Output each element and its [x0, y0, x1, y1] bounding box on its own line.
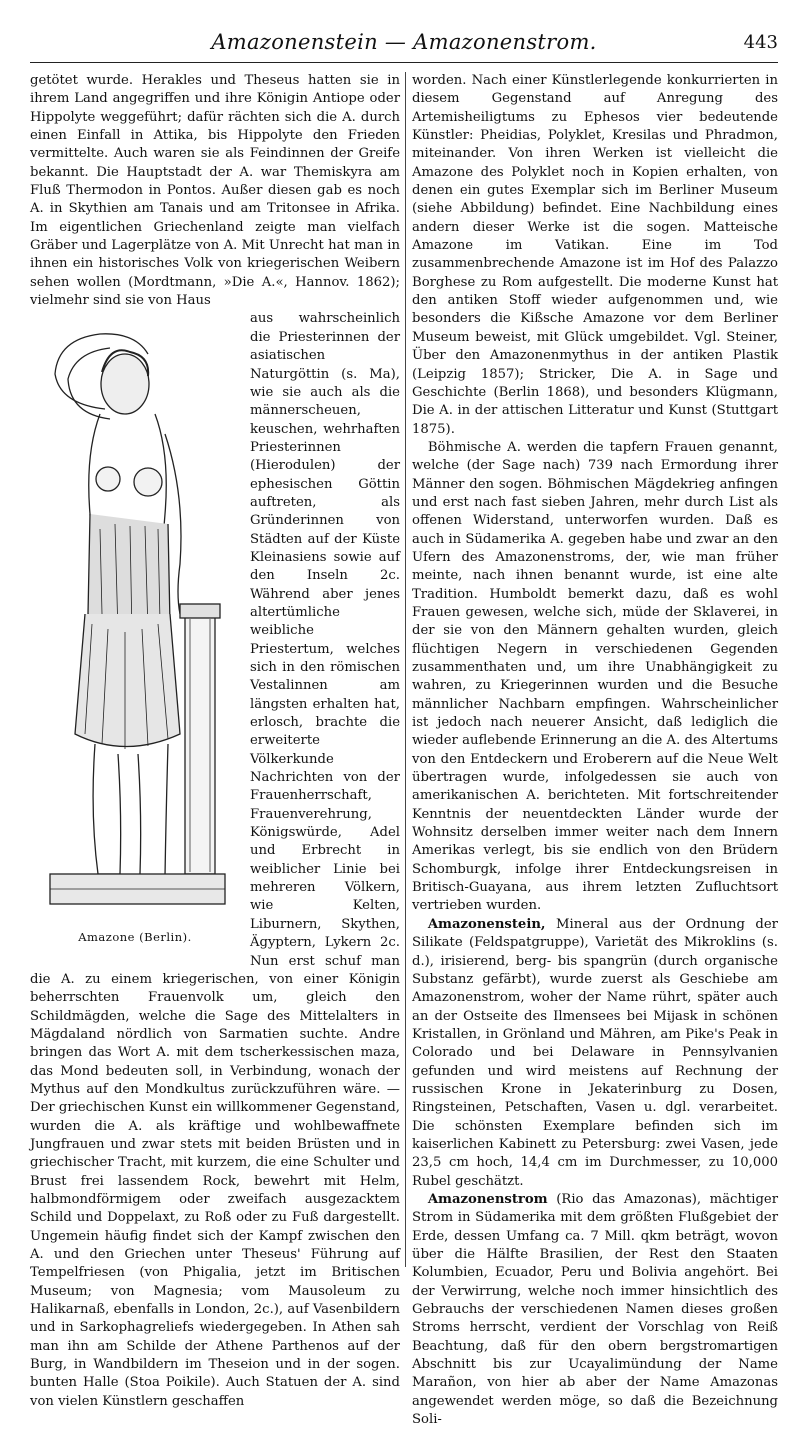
running-title: Amazonenstein — Amazonenstrom. — [211, 30, 597, 54]
entry-amazonenstein-head: Amazonenstein, — [427, 916, 546, 932]
left-text-intro: getötet wurde. Herakles und Theseus hatten sie in ihrem Land angegriffen und ihre Königin Antiope oder Hippolyte weggeführt; dafür rächten sich die A. durch einen Einfall in Attika, bis Hippolyte den Frieden vermittelte. Auch waren sie als Feindinnen der Greife bekannt. Die Hauptstadt der A. war Themiskyra am Fluß Thermodon in Pontos. Außer diesen gab es noch A. in Skythien am Tanais und am Tritonsee in Afrika. Im eigentlichen Griechenland zeigte man vielfach Gräber und Lagerplätze von A. Mit Unrecht hat man in ihnen ein historisches Volk von kriegerischen Weibern sehen wollen (Mordtmann, »Die A.«, Hannov. 1862); vielmehr sind sie von Haus — [30, 73, 400, 309]
page-number: 443 — [743, 32, 778, 53]
right-paragraph-2: Böhmische A. werden die tapfern Frauen genannt, welche (der Sage nach) 739 nach Ermordung ihrer Männer den sogen. Böhmischen Mägdekrieg anfingen und erst nach fast sieben Jahren, mehr durch List als offenen Widerstand, unterworfen wurden. Daß es auch in Südamerika A. gegeben habe und zwar an den Ufern des Amazonenstroms, der, wie man früher meinte, nach ihnen benannt wurde, ist eine alte Tradition. Humboldt bemerkt dazu, daß es wohl Frauen gewesen, welche sich, müde der Sklaverei, in der sie von den Männern gehalten wurden, gleich flüchtigen Negern in verschiedenen Gegenden zusammenthaten und, um ihre Unabhängigkeit zu wahren, zu Kriegerinnen wurden und die Besuche männlicher Nachbarn empfingen. Wahrscheinlicher ist jedoch nach neuerer Ansicht, daß lediglich die wieder auflebende Erinnerung an die A. des Altertums von den Entdeckern und Eroberern auf die Neue Welt übertragen wurde, infolgedessen sie auch von amerikanischen A. berichteten. Mit fortschreitender Kenntnis der neuentdeckten Länder wurde der Wohnsitz derselben immer weiter nach dem Innern Amerikas verlegt, bis sie endlich von den Brüdern Schomburgk, infolge ihrer Entdeckungsreisen in Britisch-Guayana, aus ihrem letzten Zufluchtsort vertrieben wurden. — [412, 439, 778, 914]
entry-amazonenstrom — [412, 1191, 778, 1429]
entry-amazonenstein-body: Mineral aus der Ordnung der Silikate (Feldspatgruppe), Varietät des Mikroklins (s. d.), irisierend, berg- bis spangrün (durch organische Substanz gefärbt), wurde zuerst als Geschiebe am Amazonenstrom, woher der Name rührt, später auch an der Ostseite des Ilmensees bei Mijask in schönen Kristallen, in Grönland und Mähren, am Pike's Peak in Colorado und bei Delaware in Pennsylvanien gefunden und wird meistens auf Rechnung der russischen Krone in Jekaterinburg zu Dosen, Ringsteinen, Petschaften, Vasen u. dgl. verarbeitet. Die schönsten Exemplare befinden sich im kaiserlichen Kabinett zu Petersburg: zwei Vasen, jede 23,5 cm hoch, 14,4 cm im Durchmesser, zu 10,000 Rubel geschätzt. — [412, 916, 778, 1189]
amazon-statue-illustration — [30, 314, 240, 929]
right-paragraph-1: worden. Nach einer Künstlerlegende konkurrierten in diesem Gegenstand auf Anregung des Artemisheiligtums zu Ephesos vier bedeutende Künstler: Pheidias, Polyklet, Kresilas und Phradmon, miteinander. Von ihren Werken ist vielleicht die Amazone des Polyklet noch in Kopien erhalten, von denen ein gutes Exemplar sich im Berliner Museum (siehe Abbildung) befindet. Eine Nachbildung eines andern dieser Werke ist die sogen. Matteische Amazone im Vatikan. Eine im Tod zusammenbrechende Amazone ist im Hof des Palazzo Borghese zu Rom aufgestellt. Die moderne Kunst hat den antiken Stoff wieder aufgenommen und, wie besonders die Kißsche Amazone vor dem Berliner Museum beweist, mit Glück umgebildet. Vgl. Steiner, Über den Amazonenmythus in der antiken Plastik (Leipzig 1857); Stricker, Die A. in Sage und Geschichte (Berlin 1868), und besonders Klügmann, Die A. in der attischen Litteratur und Kunst (Stuttgart 1875). — [412, 73, 778, 437]
left-column — [30, 72, 401, 1409]
figure-caption: Amazone (Berlin). — [78, 930, 192, 945]
right-column — [412, 72, 778, 1428]
entry-amazonenstein — [412, 916, 778, 1191]
entry-amazonenstrom-head: Amazonenstrom — [427, 1191, 548, 1207]
entry-amazonenstrom-body: (Rio das Amazonas), mächtiger Strom in Südamerika mit dem größten Flußgebiet der Erde, dessen Umfang ca. 7 Mill. qkm beträgt, wovon über die Hälfte Brasilien, der Rest den Staaten Kolumbien, Ecuador, Peru und Bolivia angehört. Bei der Verwirrung, welche noch immer hinsichtlich des Gebrauchs der verschiedenen Namen dieses großen Stroms herrscht, verdient der Vorschlag von Reiß Beachtung, daß für den obern bergstromartigen Abschnitt bis zur Ucayalimündung der Name Marañon, von hier ab aber der Name Amazonas angewendet werden möge, so daß die Bezeichnung Soli- — [412, 1191, 778, 1428]
page-header — [30, 28, 778, 63]
column-divider — [405, 72, 406, 1267]
amazon-statue-figure — [30, 314, 240, 954]
left-text-main: aus wahrscheinlich die Priesterinnen der asiatischen Naturgöttin (s. Ma), wie sie auch als die männerscheuen, keuschen, wehrhaften Priesterinnen (Hierodulen) der ephesischen Göttin auftreten, als Gründerinnen von Städten auf der Küste Kleinasiens sowie auf den Inseln 2c. Während aber jenes altertümliche weibliche Priestertum, welches sich in den römischen Vestalinnen am längsten erhalten hat, erlosch, brachte die erweiterte Völkerkunde Nachrichten von der Frauenherrschaft, Frauenverehrung, Königswürde, Adel und Erbrecht in weiblicher Linie bei mehreren Völkern, wie Kelten, Liburnern, Skythen, Ägyptern, Lykern 2c. Nun erst schuf man die A. zu einem kriegerischen, von einer Königin beherrschten Frauenvolk um, gleich den Schildmägden, welche die Sage des Mittelalters in Mägdaland nördlich von Sarmatien suchte. Andre bringen das Wort A. mit dem tscherkessischen maza, das Mond bedeuten soll, in Verbindung, wonach der Mythus auf den Mondkultus zurückzuführen wäre. — Der griechischen Kunst ein willkommener Gegenstand, wurden die A. als kräftige und wohlbewaffnete Jungfrauen und zwar stets mit beiden Brüsten und in griechischer Tracht, mit kurzem, die eine Schulter und Brust frei lassendem Rock, bewehrt mit Helm, halbmondförmigem oder zweifach ausgezacktem Schild und Doppelaxt, zu Roß oder zu Fuß dargestellt. Ungemein häufig findet sich der Kampf zwischen den A. und den Griechen unter Theseus' Führung auf Tempelfriesen (von Phigalia, jetzt im Britischen Museum; von Magnesia; vom Mausoleum zu Halikarnaß, ebenfalls in London, 2c.), auf Vasenbildern und in Sarkophagreliefs wiedergegeben. In Athen sah man ihn am Schilde der Athene Parthenos auf der Burg, in Wandbildern im Theseion und in der sogen. bunten Halle (Stoa Poikile). Auch Statuen der A. sind von vielen Künstlern geschaffen — [30, 311, 401, 1409]
